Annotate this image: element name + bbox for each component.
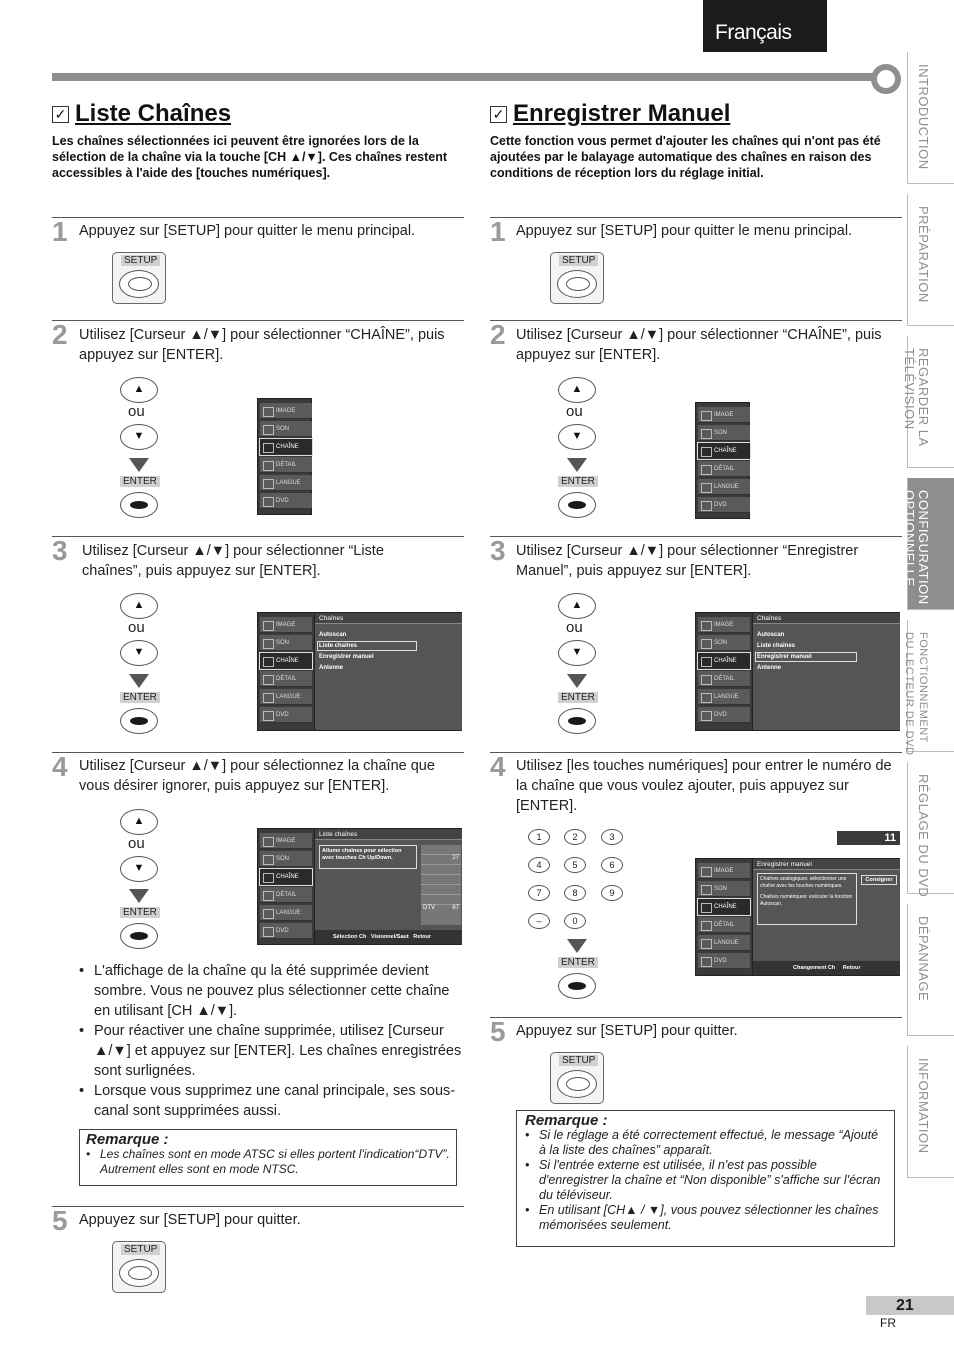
divider [52, 320, 464, 321]
ou-label: ou [566, 619, 583, 636]
left-step2: Utilisez [Curseur ▲/▼] pour sélectionner “CHAÎNE”, puis appuyez sur [ENTER]. [79, 327, 445, 363]
language-tab: Français [703, 0, 827, 52]
cursor-down-button[interactable]: ▼ [558, 424, 596, 450]
ou-label: ou [566, 403, 583, 420]
divider [52, 1206, 464, 1207]
key-5[interactable]: 5 [564, 857, 586, 873]
tv-menu: IMAGE SON CHAÎNE DÉTAIL LANGUE DVD Chaînes Autoscan Liste chaînes Enregistrer manuel Antenne [695, 612, 900, 731]
channel-list: 27 DTV 67 [421, 845, 461, 925]
step-number: 4 [52, 751, 68, 782]
setup-button[interactable]: SETUP [550, 252, 604, 304]
key-dash[interactable]: – [528, 913, 550, 929]
page-number: 21 [866, 1296, 954, 1315]
step-number: 2 [490, 319, 506, 350]
cursor-up-button[interactable]: ▲ [558, 377, 596, 403]
key-0[interactable]: 0 [564, 913, 586, 929]
checkbox-icon: ✓ [490, 106, 507, 123]
divider [490, 752, 902, 753]
divider [490, 320, 902, 321]
step-number: 1 [490, 216, 506, 247]
cursor-down-button[interactable]: ▼ [558, 640, 596, 666]
step-number: 5 [490, 1016, 506, 1047]
right-intro: Cette fonction vous permet d'ajouter les chaînes qui n'ont pas été ajoutées par le balayage automatique des chaînes en raison des conditions de réception lors du réglage initial. [490, 134, 881, 180]
left-intro: Les chaînes sélectionnées ici peuvent être ignorées lors de la sélection de la chaîne via la touche [CH ▲/▼]. Ces chaînes restent accessibles à l'aide des [touches numériques]. [52, 134, 448, 180]
cursor-up-button[interactable]: ▲ [120, 593, 158, 619]
cursor-up-button[interactable]: ▲ [120, 809, 158, 835]
enter-button[interactable] [120, 923, 158, 949]
enter-label: ENTER [120, 907, 160, 918]
setup-button[interactable]: SETUP [112, 1241, 166, 1293]
cursor-up-button[interactable]: ▲ [558, 593, 596, 619]
cursor-down-button[interactable]: ▼ [120, 856, 158, 882]
enter-label: ENTER [558, 692, 598, 703]
tv-menu: IMAGE SON CHAÎNE DÉTAIL LANGUE DVD Liste chaînes Allume chaînes pour sélection avec touches Ch Up/Down. 27 DTV 67 Sélection Ch Visionnel/Saut Retour [257, 828, 462, 945]
step-number: 3 [490, 535, 506, 566]
lang-code: FR [880, 1316, 896, 1330]
menu-panel: Chaînes Autoscan Liste chaînes Enregistrer manuel Antenne [752, 613, 900, 730]
tv-menu: IMAGE SON CHAÎNE DÉTAIL LANGUE DVD Chaînes Autoscan Liste chaînes Enregistrer manuel Antenne [257, 612, 462, 731]
arrow-down-icon [567, 674, 587, 688]
arrow-down-icon [129, 458, 149, 472]
consigner-button[interactable]: Consigner [861, 875, 897, 885]
enter-button[interactable] [120, 708, 158, 734]
tv-menu: IMAGE SON CHAÎNE DÉTAIL LANGUE DVD Enregistrer manuel Chaînes analogiques: sélectionner une chaîne avec les touches numériques. Chaînes numériques: exécuter la fonction Autoscan. Consigner Changement Ch Retour [695, 858, 900, 976]
key-3[interactable]: 3 [601, 829, 623, 845]
left-step3: Utilisez [Curseur ▲/▼] pour sélectionner “Liste chaînes”, puis appuyez sur [ENTER]. [82, 543, 384, 579]
top-rule-circle [871, 64, 901, 94]
key-4[interactable]: 4 [528, 857, 550, 873]
left-title: ✓ Liste Chaînes [52, 100, 231, 128]
step-number: 3 [52, 535, 68, 566]
step-number: 2 [52, 319, 68, 350]
enter-button[interactable] [120, 492, 158, 518]
ou-label: ou [128, 403, 145, 420]
tv-menu: IMAGE SON CHAÎNE DÉTAIL LANGUE DVD [257, 398, 312, 515]
sidebar-item-depannage: DÉPANNAGE [907, 904, 954, 1036]
manual-footer: Changement Ch Retour [753, 961, 900, 975]
channel-number-display: 11 [837, 831, 900, 845]
step-number: 4 [490, 751, 506, 782]
checkbox-icon: ✓ [52, 106, 69, 123]
right-step1: Appuyez sur [SETUP] pour quitter le menu principal. [516, 223, 853, 239]
selection-highlight [317, 641, 417, 651]
arrow-down-icon [129, 889, 149, 903]
sidebar-item-configuration: CONFIGURATION OPTIONNELLE [907, 478, 954, 610]
ou-label: ou [128, 619, 145, 636]
left-step1: Appuyez sur [SETUP] pour quitter le menu principal. [79, 223, 416, 239]
left-step4: Utilisez [Curseur ▲/▼] pour sélectionnez la chaîne que vous désirer ignorer, puis appuyez sur [ENTER]. [79, 758, 435, 794]
manual-message: Chaînes analogiques: sélectionner une chaîne avec les touches numériques. Chaînes numériques: exécuter la fonction Autoscan. [757, 873, 857, 925]
ou-label: ou [128, 835, 145, 852]
enter-label: ENTER [558, 957, 598, 968]
right-step5: Appuyez sur [SETUP] pour quitter. [516, 1023, 738, 1039]
left-step5: Appuyez sur [SETUP] pour quitter. [79, 1212, 301, 1228]
cursor-down-button[interactable]: ▼ [120, 424, 158, 450]
arrow-down-icon [129, 674, 149, 688]
cursor-down-button[interactable]: ▼ [120, 640, 158, 666]
right-step2: Utilisez [Curseur ▲/▼] pour sélectionner “CHAÎNE”, puis appuyez sur [ENTER]. [516, 327, 882, 363]
key-8[interactable]: 8 [564, 885, 586, 901]
arrow-down-icon [567, 458, 587, 472]
arrow-down-icon [567, 939, 587, 953]
key-9[interactable]: 9 [601, 885, 623, 901]
sidebar-item-regarder: REGARDER LA TÉLÉVISION [907, 336, 954, 468]
enter-button[interactable] [558, 492, 596, 518]
left-note: Remarque : • Les chaînes sont en mode ATSC si elles portent l'indication“DTV”. Autrement elles sont en mode NTSC. [79, 1129, 457, 1186]
tv-menu: IMAGE SON CHAÎNE DÉTAIL LANGUE DVD [695, 402, 750, 519]
divider [52, 752, 464, 753]
sidebar-item-introduction: INTRODUCTION [907, 52, 954, 184]
setup-button[interactable]: SETUP [112, 252, 166, 304]
divider [52, 536, 464, 537]
step-number: 5 [52, 1205, 68, 1236]
divider [490, 1017, 902, 1018]
key-7[interactable]: 7 [528, 885, 550, 901]
sidebar-item-information: INFORMATION [907, 1046, 954, 1178]
menu-panel: Liste chaînes Allume chaînes pour sélection avec touches Ch Up/Down. 27 DTV 67 Sélection Ch Visionnel/Saut Retour [314, 829, 462, 944]
right-note: Remarque : • Si le réglage a été correctement effectué, le message “Ajouté à la liste des chaînes” apparaît. • Si l'entrée externe est utilisée, il n'est pas possible d'enregistrer la chaîne et “Non disponible” s'affiche sur l'écran du téléviseur. • En utilisant [CH▲ / ▼], vous pouvez sélectionner les chaînes mémorisées seulement. [516, 1110, 895, 1247]
right-title: ✓ Enregistrer Manuel [490, 100, 730, 128]
list-footer: Sélection Ch Visionnel/Saut Retour [315, 930, 462, 944]
selection-highlight [755, 652, 857, 662]
sidebar-item-reglage-dvd: RÉGLAGE DU DVD [907, 762, 954, 894]
setup-button[interactable]: SETUP [550, 1052, 604, 1104]
right-step4: Utilisez [les touches numériques] pour entrer le numéro de la chaîne que vous voulez ajouter, puis appuyez sur [ENTER]. [516, 758, 892, 814]
sidebar-item-preparation: PRÉPARATION [907, 194, 954, 326]
menu-panel: Enregistrer manuel Chaînes analogiques: sélectionner une chaîne avec les touches numériques. Chaînes numériques: exécuter la fonction Autoscan. Consigner Changement Ch Retour [752, 859, 900, 975]
enter-label: ENTER [558, 476, 598, 487]
divider [52, 217, 464, 218]
left-bullets: • L'affichage de la chaîne qu la été supprimée devient sombre. Vous ne pouvez plus sélectionner cette chaîne en utilisant [CH ▲/▼]. • Pour réactiver une chaîne supprimée, utilisez [Curseur ▲/▼] et appuyez sur [ENTER]. Les chaînes enregistrées sont surlignées. • Lorsque vous supprimez une canal principale, ses sous-canal sont supprimées aussi. [79, 963, 462, 1119]
enter-label: ENTER [120, 692, 160, 703]
sidebar-item-fonctionnement: FONCTIONNEMENT DU LECTEUR DE DVD [907, 620, 954, 752]
enter-button[interactable] [558, 708, 596, 734]
cursor-up-button[interactable]: ▲ [120, 377, 158, 403]
divider [490, 217, 902, 218]
step-number: 1 [52, 216, 68, 247]
enter-label: ENTER [120, 476, 160, 487]
key-1[interactable]: 1 [528, 829, 550, 845]
menu-panel: Chaînes Autoscan Liste chaînes Enregistrer manuel Antenne [314, 613, 462, 730]
key-6[interactable]: 6 [601, 857, 623, 873]
enter-button[interactable] [558, 973, 596, 999]
key-2[interactable]: 2 [564, 829, 586, 845]
divider [490, 536, 902, 537]
right-step3: Utilisez [Curseur ▲/▼] pour sélectionner “Enregistrer Manuel”, puis appuyez sur [ENTER]. [516, 543, 859, 579]
top-rule [52, 73, 880, 81]
